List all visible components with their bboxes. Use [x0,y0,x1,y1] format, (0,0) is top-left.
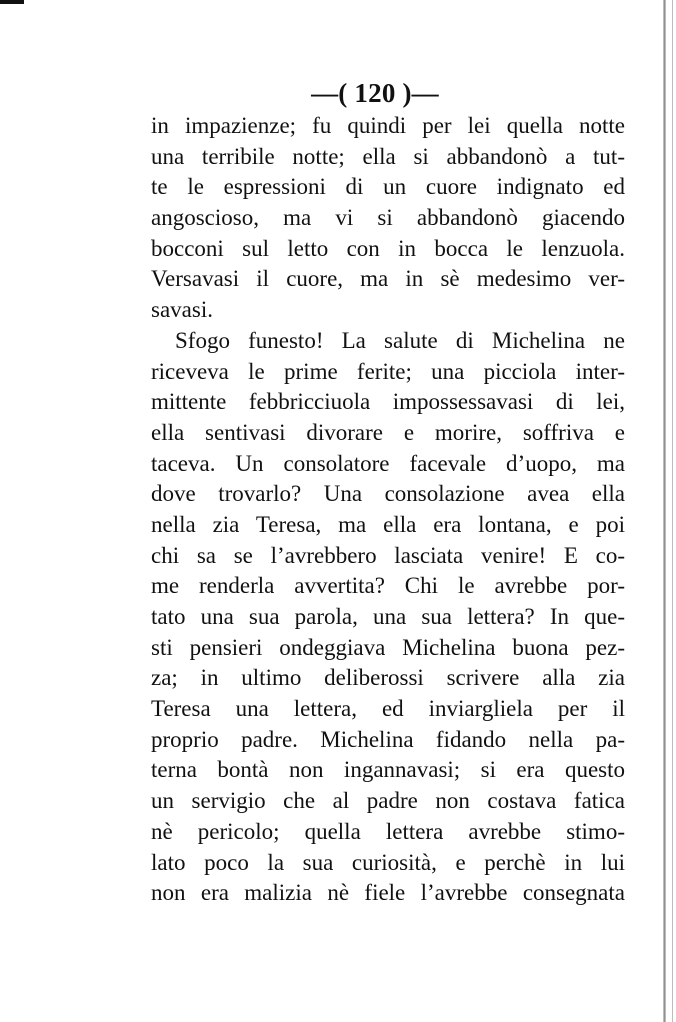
text-line-4: angoscioso, ma vi si abbandonò giacendo [151,205,625,231]
top-left-edge-mark [0,0,24,4]
body-text [151,111,625,909]
text-line-23: un servigio che al padre non costava fatica [151,788,625,814]
right-page-edge [663,0,666,1022]
text-line-13: dove trovarlo? Una consolazione avea ella [151,481,625,507]
text-line-9: riceveva le prime ferite; una picciola inter- [151,358,625,384]
text-line-3: te le espressioni di un cuore indignato ed [151,174,625,200]
text-line-10: mittente febbricciuola impossessavasi di lei, [151,389,625,415]
text-line-1: in impazienze; fu quindi per lei quella notte [151,113,625,138]
text-line-7: savasi. [151,297,213,323]
text-line-16: me renderla avvertita? Chi le avrebbe por- [151,573,625,599]
right-page-shadow [672,0,673,1022]
text-line-21: proprio padre. Michelina fidando nella pa- [151,726,625,752]
text-line-17: tato una sua parola, una sua lettera? In que- [151,604,625,629]
text-line-12: taceva. Un consolatore facevale d’uopo, ma [151,450,625,476]
page-number: —( 120 )— [311,78,439,108]
text-line-25: lato poco la sua curiosità, e perchè in lui [151,849,625,875]
text-line-2: una terribile notte; ella si abbandonò a tut- [151,143,625,169]
text-line-20: Teresa una lettera, ed inviargliela per il [151,696,625,722]
text-line-19: za; in ultimo deliberossi scrivere alla zia [151,665,625,691]
text-line-15: chi sa se l’avrebbero lasciata venire! E co- [151,542,625,568]
text-line-8: Sfogo funesto! La salute di Michelina ne [175,327,625,353]
text-line-14: nella zia Teresa, ma ella era lontana, e poi [151,511,625,537]
text-line-22: terna bontà non ingannavasi; si era questo [151,757,625,783]
text-line-5: bocconi sul letto con in bocca le lenzuola. [151,235,625,261]
text-line-24: nè pericolo; quella lettera avrebbe stimo- [151,818,625,844]
text-line-18: sti pensieri ondeggiava Michelina buona pez- [151,634,625,660]
text-line-26: non era malizia nè fiele l’avrebbe consegnata [151,880,625,906]
text-line-6: Versavasi il cuore, ma in sè medesimo ver- [151,266,625,292]
text-line-11: ella sentivasi divorare e morire, soffriva e [151,419,625,445]
